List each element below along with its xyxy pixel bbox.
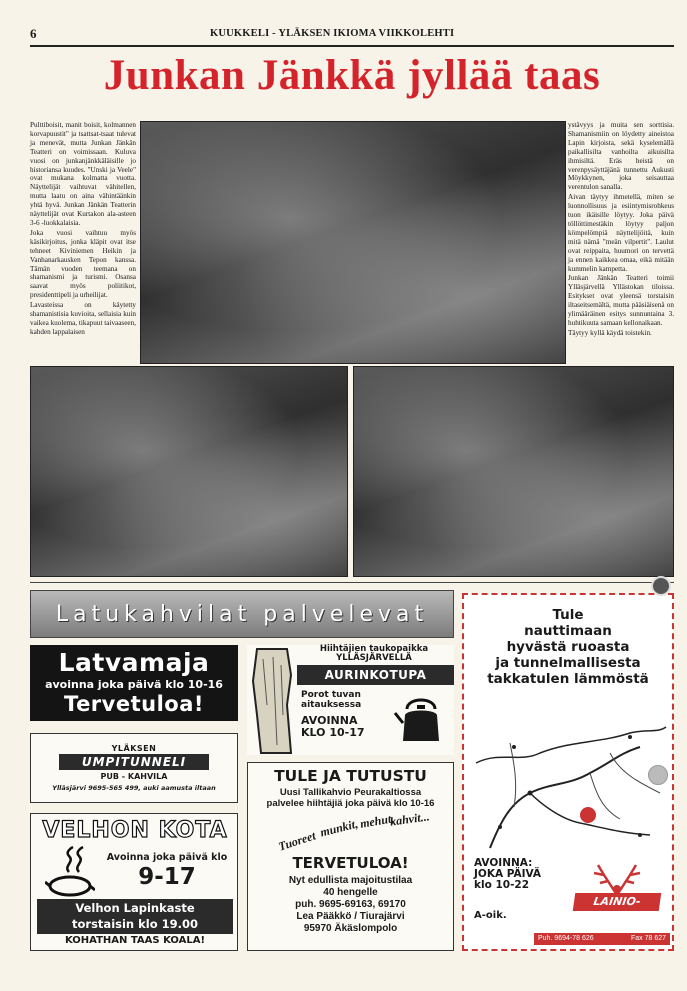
article-paragraph: Lavasteissa on käytetty shamanistisia kuvioita, sellaisia kuin vaikea kuolema, tikapuut taivaaseen, kahden lappalaisen (30, 301, 136, 336)
lainio-headline-line: Tule (552, 607, 584, 623)
lainio-krouvi-hours (474, 858, 564, 891)
binder-hole (648, 765, 668, 785)
lainio-headline-line: takkatulen lämmöstä (487, 671, 649, 687)
aurinkotupa-hours-line2: KLO 10-17 (301, 726, 365, 739)
latvamaja-ad (30, 645, 238, 721)
lainio-krouvi-headline (464, 607, 672, 687)
ads-banner-text: Latukahvilat palvelevat (55, 601, 429, 627)
coffee-kettle-icon (393, 689, 449, 745)
tallikahvio-info-line: puh. 9695-69163, 69170 (295, 899, 406, 910)
page-number: 6 (30, 26, 37, 41)
velhon-kota-hours: 9-17 (138, 864, 196, 890)
tallikahvio-title: TULE JA TUTUSTU (274, 767, 427, 785)
aurinkotupa-tagline (299, 645, 449, 663)
tallikahvio-info (248, 875, 453, 935)
lainio-hours-line: AVOINNA: (474, 857, 533, 869)
aurinkotupa-reindeer-line2: aitauksessa (301, 700, 362, 710)
latvamaja-hours: avoinna joka päivä klo 10-16 (45, 678, 223, 691)
tallikahvio-info-line: 95970 Äkäslompolo (303, 923, 398, 934)
ads-banner (30, 590, 454, 638)
slogan-word: kahvit... (389, 809, 431, 829)
lainio-headline-line: nauttimaan (524, 623, 612, 639)
article-column-right (568, 121, 674, 339)
velhon-lapinkaste-line2: torstaisin klo 19.00 (72, 917, 198, 931)
velhon-kota-ad (30, 813, 238, 951)
velhon-lapinkaste-box (37, 899, 233, 934)
lainio-hours-line: klo 10-22 (474, 879, 530, 891)
theatre-photo-children-on-stage (140, 121, 566, 364)
article-paragraph: Pulttiboisit, manit boisit, kolmannen korvapuustit" ja tsattsat-tsaat tulevat ja menevät, mutta Junkan Jänkän Teatteri on voimissaan. Kuluva vuosi on junkanjänkkäläisille jo historiansa kuudes. "Unski ja Veele" ovat mukana kolmatta vuotta. Näyttelijät vaihtuvat vähitellen, mutta laatu on aina vähintäänkin yhtä hyvä. Junkan Jänkän Teatterin näyttelijät ovat Kurtakon ala-asteen 3-6 -luokkalaisia. (30, 121, 136, 227)
slogan-word: munkit, (318, 816, 360, 840)
tallikahvio-welcome: TERVETULOA! (292, 854, 409, 872)
theatre-photo-table-scene (353, 366, 674, 577)
velhon-kota-hours-label: Avoinna joka päivä klo (106, 852, 228, 863)
lainio-krouvi-ad (462, 593, 674, 951)
theatre-photo-shaman-dance (30, 366, 348, 577)
umpitunneli-ad (30, 733, 238, 803)
article-paragraph: Junkan Jänkän Teatteri toimii Ylläsjärvellä Yllästokan tiloissa. Esitykset ovat yleensä torstaisin iltaseitsemältä, mutta pääsiäisenä on ylimääräinen esitys sunnuntaina 3. huhtikuuta samaan kellonaikaan. (568, 274, 674, 327)
latvamaja-welcome: Tervetuloa! (64, 692, 204, 716)
slogan-word: Tuoreet (276, 828, 318, 854)
umpitunneli-top: YLÄKSEN (111, 744, 157, 753)
article-paragraph: Joka vuosi vaihtuu myös käsikirjoitus, jonka kläpit ovat itse tehneet Kiviniemen Heikin ja Vanhanarkausken Tepon kanssa. Tämän vuoden teemana on shamanismi ja turismi. Osansa saavat myös poliitikot, presidenttipeli ja urheilijat. (30, 228, 136, 300)
article-paragraph: Täytyy kyllä käydä toistekin. (568, 328, 652, 337)
velhon-lapinkaste-line1: Velhon Lapinkaste (75, 901, 195, 915)
wooden-sign-icon (247, 645, 297, 755)
tallikahvio-info-line: Lea Pääkkö / Tiurajärvi (296, 911, 405, 922)
tallikahvio-line1: Uusi Tallikahvio Peurakaltiossa (279, 787, 422, 798)
article-column-left (30, 121, 136, 338)
latvamaja-title: Latvamaja (58, 648, 210, 677)
lainio-krouvi-contact (534, 933, 670, 945)
slogan-word: mehut, (358, 811, 396, 831)
lainio-headline-line: ja tunnelmallisesta (495, 655, 641, 671)
article-headline: Junkan Jänkkä jyllää taas (103, 52, 601, 99)
umpitunneli-sub: PUB - KAHVILA (100, 772, 168, 781)
umpitunneli-logo: UMPITUNNELI (59, 754, 209, 770)
tallikahvio-line2: palvelee hiihtäjiä joka päivä klo 10-16 (266, 798, 435, 809)
velhon-kota-title: VELHON KOTA (42, 818, 228, 843)
aurinkotupa-reindeer (301, 690, 391, 710)
newspaper-title: KUUKKELI - YLÄKSEN IKIOMA VIIKKOLEHTI (210, 28, 455, 39)
article-paragraph: Aivan täytyy ihmetellä, miten se luonnollisuus ja esiintymisrohkeus tuon ikäisille löytyy. Joka päivä töllöttimestäkin löytyy paljon kömpelömpiä näyttelijöitä, kuin mitä nämä "meän vilpertit". Laulut ovat reippaita, huumori on tervettä ja ennen kaikkea omaa, eikä mitään kummelin kampetta. (568, 193, 674, 273)
ads-divider (30, 582, 674, 583)
aurinkotupa-name: AURINKOTUPA (297, 665, 454, 685)
tallikahvio-ad (247, 762, 454, 951)
aurinkotupa-ad (247, 645, 454, 755)
aurinkotupa-hours (301, 715, 391, 739)
lainio-fax: Fax 78 627 (630, 935, 666, 942)
binder-hole (651, 576, 671, 596)
aurinkotupa-reindeer-line1: Porot tuvan (301, 690, 361, 700)
steam-icon (61, 846, 91, 874)
route-map (470, 723, 668, 853)
kettle-icon (45, 874, 95, 898)
lainio-phone: Puh. 9694-78 626 (538, 935, 594, 942)
aurinkotupa-tagline-line1: Hiihtäjien taukopaikka (319, 644, 429, 654)
aurinkotupa-hours-line1: AVOINNA (301, 714, 358, 727)
velhon-kota-slogan: KOHATHAN TAAS KOALA! (64, 935, 206, 946)
lainio-headline-line: hyvästä ruoasta (506, 639, 630, 655)
tallikahvio-info-line: 40 hengelle (323, 887, 378, 898)
article-paragraph: ystävyys ja muita sen sorttisia. Shamanismiin on löydetty aineistoa Lapin kirjoista, sekä kyselemällä paikallisilta vanhoilta aikuisilta ihmisiltä. Eräs heistä on verenpysäyttäjänä tunnettu Aukusti Möykkynen, joka seisauttaa verentulon sanalla. (568, 121, 674, 192)
lainio-hours-line: JOKA PÄIVÄ (474, 868, 542, 880)
lainio-krouvi-logo: LAINIO-KROUVI (573, 893, 662, 911)
tallikahvio-info-line: Nyt edullista majoitustilaa (288, 875, 413, 886)
aurinkotupa-tagline-line2: YLLÄSJÄRVELLÄ (336, 653, 412, 663)
header-rule (30, 45, 674, 47)
tallikahvio-slogan (248, 809, 453, 854)
umpitunneli-phone: Ylläsjärvi 9695-565 499, auki aamusta iltaan (52, 784, 216, 792)
lainio-krouvi-license: A-oik. (474, 910, 507, 921)
